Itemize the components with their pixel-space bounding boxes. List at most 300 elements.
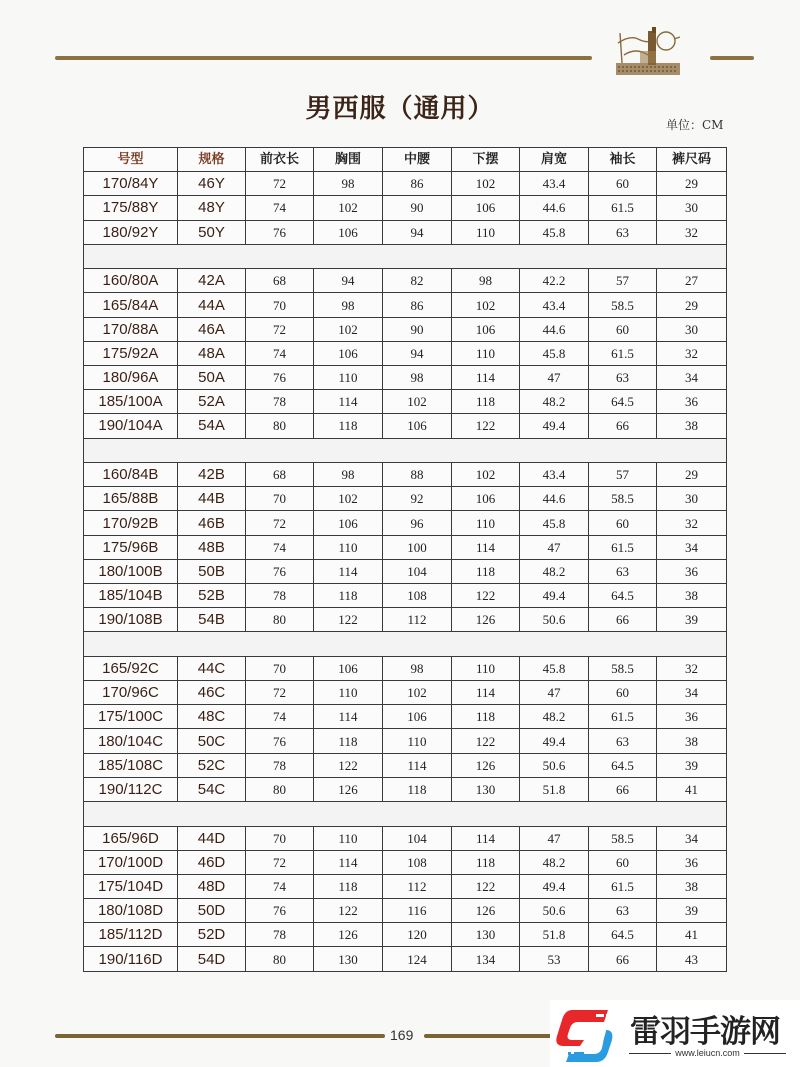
table-row [84, 874, 727, 898]
cell-shoulder: 47 [520, 535, 589, 559]
cell-shoulder: 49.4 [520, 584, 589, 608]
cell-spec: 46D [178, 850, 246, 874]
cell-hem: 114 [452, 535, 520, 559]
cell-spec: 42B [178, 463, 246, 487]
cell-pants-size: 36 [657, 559, 727, 583]
cell-sleeve: 57 [589, 463, 657, 487]
cell-spec: 52A [178, 390, 246, 414]
table-row [84, 366, 727, 390]
column-header-spec: 规格 [178, 148, 246, 172]
cell-chest: 106 [314, 511, 383, 535]
cell-front-length: 70 [246, 487, 314, 511]
cell-waist: 82 [383, 269, 452, 293]
cell-size-code: 170/100D [84, 850, 178, 874]
cell-size-code: 180/104C [84, 729, 178, 753]
cell-chest: 122 [314, 899, 383, 923]
cell-front-length: 80 [246, 947, 314, 971]
watermark-url: www.leiucn.com [620, 1048, 795, 1058]
table-row [84, 414, 727, 438]
unit-label: 单位：CM [666, 118, 724, 132]
cell-front-length: 78 [246, 753, 314, 777]
cell-sleeve: 66 [589, 947, 657, 971]
cell-hem: 106 [452, 196, 520, 220]
cell-front-length: 72 [246, 317, 314, 341]
cell-front-length: 80 [246, 777, 314, 801]
cell-shoulder: 50.6 [520, 753, 589, 777]
column-header-sleeve: 袖长 [589, 148, 657, 172]
table-row [84, 341, 727, 365]
cell-chest: 102 [314, 196, 383, 220]
cell-hem: 102 [452, 463, 520, 487]
cell-shoulder: 48.2 [520, 390, 589, 414]
cell-hem: 122 [452, 874, 520, 898]
cell-spec: 48B [178, 535, 246, 559]
cell-sleeve: 63 [589, 559, 657, 583]
cell-front-length: 78 [246, 390, 314, 414]
cell-chest: 106 [314, 220, 383, 244]
cell-chest: 118 [314, 874, 383, 898]
cell-chest: 114 [314, 390, 383, 414]
cell-sleeve: 66 [589, 414, 657, 438]
cell-spec: 44D [178, 826, 246, 850]
column-header-waist: 中腰 [383, 148, 452, 172]
cell-front-length: 70 [246, 293, 314, 317]
cell-spec: 52C [178, 753, 246, 777]
bottom-decorative-rule [55, 1034, 385, 1038]
cell-spec: 46B [178, 511, 246, 535]
cell-hem: 110 [452, 341, 520, 365]
cell-hem: 126 [452, 899, 520, 923]
sewing-machine-icon [610, 25, 698, 81]
table-row [84, 753, 727, 777]
group-separator-row [84, 632, 727, 657]
cell-waist: 94 [383, 341, 452, 365]
cell-waist: 114 [383, 753, 452, 777]
cell-pants-size: 32 [657, 656, 727, 680]
table-row [84, 850, 727, 874]
cell-spec: 50B [178, 559, 246, 583]
cell-chest: 118 [314, 414, 383, 438]
group-separator-cell [84, 632, 727, 657]
cell-front-length: 76 [246, 729, 314, 753]
table-row [84, 826, 727, 850]
cell-pants-size: 34 [657, 826, 727, 850]
cell-hem: 102 [452, 172, 520, 196]
cell-hem: 130 [452, 777, 520, 801]
cell-shoulder: 42.2 [520, 269, 589, 293]
cell-size-code: 175/104D [84, 874, 178, 898]
table-row [84, 390, 727, 414]
cell-front-length: 68 [246, 269, 314, 293]
cell-spec: 50C [178, 729, 246, 753]
cell-pants-size: 38 [657, 584, 727, 608]
cell-pants-size: 30 [657, 196, 727, 220]
table-row [84, 608, 727, 632]
table-row [84, 196, 727, 220]
top-decorative-rule-right [710, 56, 754, 60]
cell-pants-size: 32 [657, 220, 727, 244]
cell-shoulder: 48.2 [520, 705, 589, 729]
cell-size-code: 180/108D [84, 899, 178, 923]
cell-size-code: 190/108B [84, 608, 178, 632]
cell-hem: 122 [452, 414, 520, 438]
group-separator-row [84, 438, 727, 463]
cell-sleeve: 60 [589, 681, 657, 705]
cell-chest: 118 [314, 584, 383, 608]
cell-shoulder: 48.2 [520, 559, 589, 583]
table-row [84, 559, 727, 583]
cell-size-code: 185/108C [84, 753, 178, 777]
cell-pants-size: 34 [657, 535, 727, 559]
table-row [84, 923, 727, 947]
cell-shoulder: 45.8 [520, 656, 589, 680]
cell-front-length: 72 [246, 681, 314, 705]
cell-front-length: 78 [246, 923, 314, 947]
cell-front-length: 74 [246, 874, 314, 898]
cell-front-length: 74 [246, 535, 314, 559]
cell-pants-size: 39 [657, 899, 727, 923]
cell-size-code: 190/116D [84, 947, 178, 971]
table-row [84, 777, 727, 801]
cell-shoulder: 53 [520, 947, 589, 971]
cell-size-code: 160/80A [84, 269, 178, 293]
cell-pants-size: 36 [657, 850, 727, 874]
cell-sleeve: 60 [589, 172, 657, 196]
cell-chest: 94 [314, 269, 383, 293]
size-chart-table [83, 147, 727, 972]
cell-hem: 118 [452, 850, 520, 874]
cell-waist: 90 [383, 196, 452, 220]
cell-pants-size: 38 [657, 874, 727, 898]
column-header-shoulder: 肩宽 [520, 148, 589, 172]
cell-waist: 112 [383, 608, 452, 632]
cell-size-code: 170/96C [84, 681, 178, 705]
cell-spec: 54D [178, 947, 246, 971]
cell-pants-size: 34 [657, 681, 727, 705]
table-row [84, 705, 727, 729]
cell-spec: 54B [178, 608, 246, 632]
cell-chest: 106 [314, 341, 383, 365]
cell-hem: 118 [452, 390, 520, 414]
table-row [84, 511, 727, 535]
cell-front-length: 76 [246, 899, 314, 923]
cell-spec: 48D [178, 874, 246, 898]
watermark-logo-icon [554, 1006, 620, 1064]
cell-pants-size: 29 [657, 463, 727, 487]
cell-chest: 122 [314, 608, 383, 632]
cell-sleeve: 64.5 [589, 753, 657, 777]
cell-hem: 110 [452, 511, 520, 535]
cell-waist: 88 [383, 463, 452, 487]
cell-waist: 112 [383, 874, 452, 898]
cell-spec: 50D [178, 899, 246, 923]
table-body [84, 172, 727, 971]
cell-pants-size: 29 [657, 293, 727, 317]
cell-hem: 106 [452, 487, 520, 511]
cell-spec: 42A [178, 269, 246, 293]
cell-pants-size: 32 [657, 341, 727, 365]
cell-front-length: 70 [246, 656, 314, 680]
cell-front-length: 80 [246, 608, 314, 632]
cell-sleeve: 66 [589, 608, 657, 632]
cell-sleeve: 64.5 [589, 584, 657, 608]
cell-spec: 54C [178, 777, 246, 801]
cell-hem: 106 [452, 317, 520, 341]
cell-pants-size: 39 [657, 608, 727, 632]
cell-shoulder: 44.6 [520, 196, 589, 220]
cell-sleeve: 64.5 [589, 923, 657, 947]
cell-sleeve: 57 [589, 269, 657, 293]
group-separator-cell [84, 802, 727, 827]
cell-chest: 114 [314, 705, 383, 729]
cell-hem: 118 [452, 705, 520, 729]
group-separator-cell [84, 244, 727, 269]
cell-chest: 122 [314, 753, 383, 777]
cell-sleeve: 64.5 [589, 390, 657, 414]
cell-waist: 102 [383, 681, 452, 705]
cell-waist: 94 [383, 220, 452, 244]
cell-front-length: 76 [246, 366, 314, 390]
cell-hem: 122 [452, 584, 520, 608]
cell-spec: 48C [178, 705, 246, 729]
table-row [84, 317, 727, 341]
cell-shoulder: 50.6 [520, 608, 589, 632]
cell-shoulder: 44.6 [520, 487, 589, 511]
cell-size-code: 170/88A [84, 317, 178, 341]
cell-chest: 110 [314, 535, 383, 559]
cell-front-length: 72 [246, 850, 314, 874]
cell-hem: 130 [452, 923, 520, 947]
cell-spec: 52D [178, 923, 246, 947]
cell-chest: 98 [314, 172, 383, 196]
cell-sleeve: 63 [589, 366, 657, 390]
cell-front-length: 78 [246, 584, 314, 608]
page-title: 男西服（通用） [305, 94, 495, 124]
cell-hem: 102 [452, 293, 520, 317]
cell-front-length: 72 [246, 172, 314, 196]
cell-pants-size: 29 [657, 172, 727, 196]
cell-pants-size: 39 [657, 753, 727, 777]
cell-spec: 48Y [178, 196, 246, 220]
group-separator-row [84, 802, 727, 827]
cell-hem: 126 [452, 753, 520, 777]
bottom-decorative-rule-right [424, 1034, 564, 1038]
cell-shoulder: 45.8 [520, 341, 589, 365]
cell-sleeve: 66 [589, 777, 657, 801]
cell-hem: 114 [452, 681, 520, 705]
cell-spec: 50Y [178, 220, 246, 244]
cell-waist: 92 [383, 487, 452, 511]
cell-chest: 126 [314, 777, 383, 801]
column-header-hem: 下摆 [452, 148, 520, 172]
cell-shoulder: 43.4 [520, 172, 589, 196]
cell-size-code: 185/100A [84, 390, 178, 414]
column-header-front-length: 前衣长 [246, 148, 314, 172]
cell-spec: 52B [178, 584, 246, 608]
cell-front-length: 74 [246, 705, 314, 729]
cell-waist: 110 [383, 729, 452, 753]
cell-sleeve: 61.5 [589, 874, 657, 898]
cell-hem: 114 [452, 826, 520, 850]
cell-shoulder: 49.4 [520, 414, 589, 438]
cell-sleeve: 63 [589, 220, 657, 244]
cell-shoulder: 48.2 [520, 850, 589, 874]
table-row [84, 947, 727, 971]
cell-waist: 98 [383, 656, 452, 680]
cell-sleeve: 58.5 [589, 487, 657, 511]
cell-spec: 44B [178, 487, 246, 511]
cell-sleeve: 58.5 [589, 826, 657, 850]
cell-shoulder: 43.4 [520, 463, 589, 487]
cell-front-length: 68 [246, 463, 314, 487]
cell-chest: 118 [314, 729, 383, 753]
cell-waist: 98 [383, 366, 452, 390]
cell-chest: 114 [314, 559, 383, 583]
cell-front-length: 76 [246, 559, 314, 583]
cell-shoulder: 47 [520, 366, 589, 390]
cell-waist: 100 [383, 535, 452, 559]
table-header-row [84, 148, 727, 172]
cell-hem: 98 [452, 269, 520, 293]
cell-hem: 134 [452, 947, 520, 971]
cell-size-code: 170/92B [84, 511, 178, 535]
cell-sleeve: 60 [589, 511, 657, 535]
cell-pants-size: 34 [657, 366, 727, 390]
cell-hem: 126 [452, 608, 520, 632]
cell-pants-size: 38 [657, 414, 727, 438]
column-header-size-code: 号型 [84, 148, 178, 172]
table-row [84, 584, 727, 608]
cell-sleeve: 63 [589, 729, 657, 753]
cell-pants-size: 41 [657, 777, 727, 801]
cell-size-code: 175/100C [84, 705, 178, 729]
cell-chest: 98 [314, 463, 383, 487]
cell-size-code: 190/104A [84, 414, 178, 438]
cell-waist: 90 [383, 317, 452, 341]
cell-chest: 102 [314, 317, 383, 341]
group-separator-cell [84, 438, 727, 463]
cell-waist: 102 [383, 390, 452, 414]
cell-sleeve: 61.5 [589, 341, 657, 365]
cell-waist: 116 [383, 899, 452, 923]
cell-shoulder: 50.6 [520, 899, 589, 923]
cell-front-length: 72 [246, 511, 314, 535]
cell-pants-size: 38 [657, 729, 727, 753]
cell-chest: 110 [314, 366, 383, 390]
cell-hem: 114 [452, 366, 520, 390]
cell-chest: 130 [314, 947, 383, 971]
cell-size-code: 180/100B [84, 559, 178, 583]
table-row [84, 729, 727, 753]
cell-pants-size: 30 [657, 487, 727, 511]
cell-size-code: 175/92A [84, 341, 178, 365]
table-row [84, 293, 727, 317]
cell-shoulder: 45.8 [520, 511, 589, 535]
cell-size-code: 165/88B [84, 487, 178, 511]
cell-waist: 96 [383, 511, 452, 535]
cell-sleeve: 58.5 [589, 656, 657, 680]
cell-waist: 104 [383, 826, 452, 850]
cell-pants-size: 30 [657, 317, 727, 341]
cell-pants-size: 43 [657, 947, 727, 971]
cell-size-code: 175/88Y [84, 196, 178, 220]
cell-size-code: 175/96B [84, 535, 178, 559]
cell-chest: 98 [314, 293, 383, 317]
cell-pants-size: 41 [657, 923, 727, 947]
cell-spec: 44A [178, 293, 246, 317]
cell-pants-size: 36 [657, 390, 727, 414]
cell-front-length: 76 [246, 220, 314, 244]
cell-shoulder: 45.8 [520, 220, 589, 244]
cell-front-length: 70 [246, 826, 314, 850]
cell-spec: 46A [178, 317, 246, 341]
cell-size-code: 180/92Y [84, 220, 178, 244]
cell-pants-size: 36 [657, 705, 727, 729]
table-row [84, 899, 727, 923]
cell-size-code: 190/112C [84, 777, 178, 801]
cell-chest: 102 [314, 487, 383, 511]
cell-size-code: 165/96D [84, 826, 178, 850]
cell-hem: 110 [452, 656, 520, 680]
cell-sleeve: 58.5 [589, 293, 657, 317]
cell-spec: 44C [178, 656, 246, 680]
cell-sleeve: 60 [589, 317, 657, 341]
group-separator-row [84, 244, 727, 269]
cell-waist: 118 [383, 777, 452, 801]
cell-waist: 104 [383, 559, 452, 583]
cell-front-length: 80 [246, 414, 314, 438]
cell-hem: 110 [452, 220, 520, 244]
watermark-site-name: 雷羽手游网 [630, 1014, 780, 1050]
cell-shoulder: 43.4 [520, 293, 589, 317]
cell-waist: 124 [383, 947, 452, 971]
cell-pants-size: 32 [657, 511, 727, 535]
table-row [84, 487, 727, 511]
cell-spec: 46C [178, 681, 246, 705]
cell-spec: 54A [178, 414, 246, 438]
table-row [84, 681, 727, 705]
table-row [84, 463, 727, 487]
cell-size-code: 180/96A [84, 366, 178, 390]
cell-chest: 114 [314, 850, 383, 874]
cell-shoulder: 47 [520, 826, 589, 850]
cell-chest: 110 [314, 826, 383, 850]
table-row [84, 535, 727, 559]
column-header-chest: 胸围 [314, 148, 383, 172]
cell-spec: 48A [178, 341, 246, 365]
cell-size-code: 185/104B [84, 584, 178, 608]
table-row [84, 656, 727, 680]
cell-chest: 110 [314, 681, 383, 705]
table-row [84, 220, 727, 244]
page-number: 169 [390, 1027, 414, 1043]
cell-spec: 50A [178, 366, 246, 390]
cell-waist: 108 [383, 584, 452, 608]
cell-sleeve: 63 [589, 899, 657, 923]
table-row [84, 172, 727, 196]
cell-sleeve: 61.5 [589, 705, 657, 729]
cell-size-code: 160/84B [84, 463, 178, 487]
cell-sleeve: 60 [589, 850, 657, 874]
cell-size-code: 165/92C [84, 656, 178, 680]
cell-waist: 86 [383, 293, 452, 317]
cell-shoulder: 47 [520, 681, 589, 705]
cell-waist: 120 [383, 923, 452, 947]
cell-spec: 46Y [178, 172, 246, 196]
cell-front-length: 74 [246, 341, 314, 365]
cell-waist: 86 [383, 172, 452, 196]
cell-sleeve: 61.5 [589, 535, 657, 559]
